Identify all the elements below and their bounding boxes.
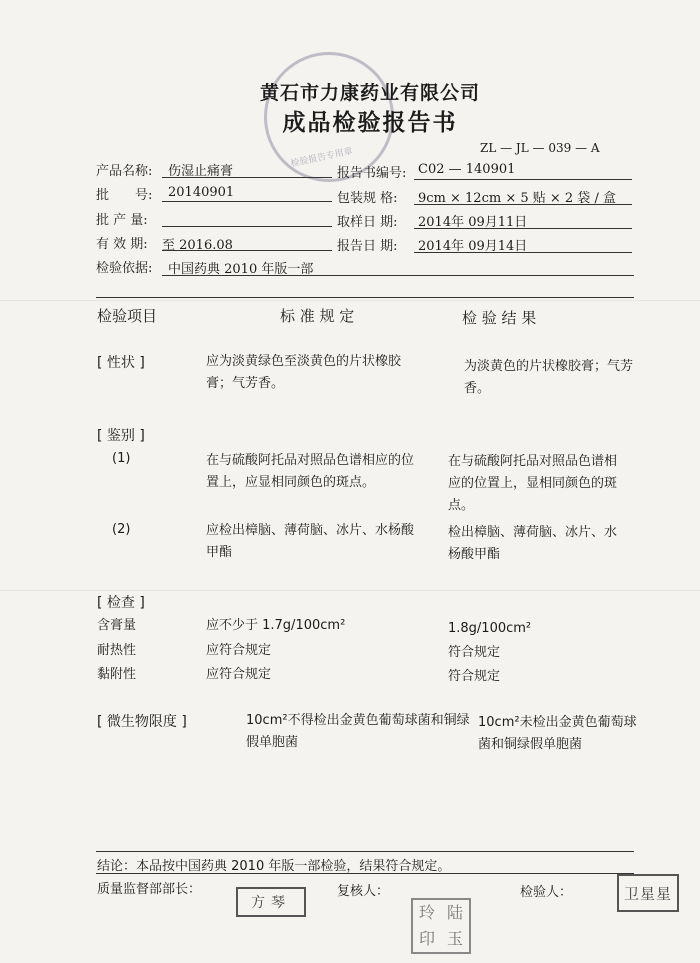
inspection-item: 耐热性 (97, 643, 137, 658)
expiry-label: 有 效 期: (96, 237, 148, 252)
inspection-standard: 应符合规定 (206, 667, 272, 682)
qa-label: 质量监督部部长： (97, 882, 202, 897)
sample-date-label: 取样日 期: (337, 215, 398, 230)
section-character: [ 性状 ] (97, 355, 145, 371)
column-standard: 标 准 规 定 (280, 307, 355, 325)
inspection-item: 黏附性 (97, 667, 137, 682)
underline (96, 873, 634, 874)
identification-item-2: (2) (112, 522, 131, 537)
reviewer-stamp-char: 玉 (446, 929, 463, 948)
reviewer-signature-stamp (411, 898, 471, 954)
inspector-label: 检验人： (520, 885, 573, 900)
report-title: 成品检验报告书 (282, 109, 458, 136)
product-name-label: 产品名称: (96, 164, 153, 179)
identification-1-result: 在与硫酸阿托品对照品色谱相应的位置上，显相同颜色的斑点。 (448, 454, 618, 513)
conclusion-top-rule (96, 851, 634, 852)
reviewer-stamp-char: 陆 (446, 903, 463, 922)
expiry-value: 至 2016.08 (162, 238, 233, 253)
inspection-result: 1.8g/100cm² (448, 621, 532, 636)
report-no-value: C02 — 140901 (418, 162, 516, 177)
reviewer-stamp-char: 玲 (418, 903, 435, 922)
seal-text: 检验报告专用章 (289, 146, 354, 170)
character-result: 为淡黄色的片状橡胶膏；气芳香。 (464, 359, 634, 396)
identification-1-standard: 在与硫酸阿托品对照品色谱相应的位置上，应显相同颜色的斑点。 (206, 453, 415, 490)
inspection-standard: 应符合规定 (206, 643, 272, 658)
microbial-standard: 10cm²不得检出金黄色葡萄球菌和铜绿假单胞菌 (246, 713, 470, 750)
underline (414, 179, 632, 180)
underline (162, 201, 332, 202)
basis-value: 中国药典 2010 年版一部 (168, 262, 314, 277)
document-number: ZL — JL — 039 — A (480, 141, 600, 155)
sample-date-value: 2014年 09月11日 (418, 215, 528, 230)
underline (414, 204, 632, 205)
qa-signature-stamp: 方琴 (236, 887, 306, 917)
identification-item-1: (1) (112, 451, 131, 466)
batch-label: 批 号: (96, 188, 153, 203)
spec-value: 9cm × 12cm × 5 贴 × 2 袋 / 盒 (418, 191, 616, 206)
section-inspection: [ 检查 ] (97, 595, 145, 611)
inspector-signature-stamp: 卫星星 (617, 874, 679, 912)
fold-line (0, 590, 700, 591)
underline (162, 275, 634, 276)
company-name: 黄石市力康药业有限公司 (259, 82, 480, 104)
conclusion: 结论：本品按中国药典 2010 年版一部检验，结果符合规定。 (97, 859, 451, 874)
reviewer-stamp-char: 印 (418, 929, 435, 948)
report-no-label: 报告书编号: (337, 166, 407, 181)
inspection-item: 含膏量 (97, 618, 137, 633)
inspection-result: 符合规定 (448, 645, 501, 660)
column-item: 检验项目 (97, 307, 158, 325)
basis-label: 检验依据: (96, 261, 153, 276)
table-top-rule (96, 297, 634, 298)
underline (414, 252, 632, 253)
reviewer-label: 复核人： (337, 884, 390, 899)
inspection-result: 符合规定 (448, 669, 501, 684)
underline (162, 226, 332, 227)
section-identification: [ 鉴别 ] (97, 428, 145, 444)
report-date-value: 2014年 09月14日 (418, 239, 528, 254)
identification-2-result: 检出樟脑、薄荷脑、冰片、水杨酸甲酯 (448, 525, 618, 562)
underline (162, 250, 332, 251)
fold-line (0, 300, 700, 301)
report-date-label: 报告日 期: (337, 239, 398, 254)
microbial-result: 10cm²未检出金黄色葡萄球菌和铜绿假单胞菌 (478, 715, 637, 752)
inspection-standard: 应不少于 1.7g/100cm² (206, 618, 346, 633)
underline (162, 177, 332, 178)
batch-qty-label: 批 产 量: (96, 213, 148, 228)
batch-value: 20140901 (168, 185, 235, 200)
spec-label: 包装规 格: (337, 191, 398, 206)
underline (414, 228, 632, 229)
product-name-value: 伤湿止痛膏 (168, 164, 234, 179)
section-microbial: [ 微生物限度 ] (97, 714, 187, 730)
column-result: 检 验 结 果 (462, 309, 537, 327)
identification-2-standard: 应检出樟脑、薄荷脑、冰片、水杨酸甲酯 (206, 523, 415, 560)
character-standard: 应为淡黄绿色至淡黄色的片状橡胶膏；气芳香。 (206, 354, 402, 391)
